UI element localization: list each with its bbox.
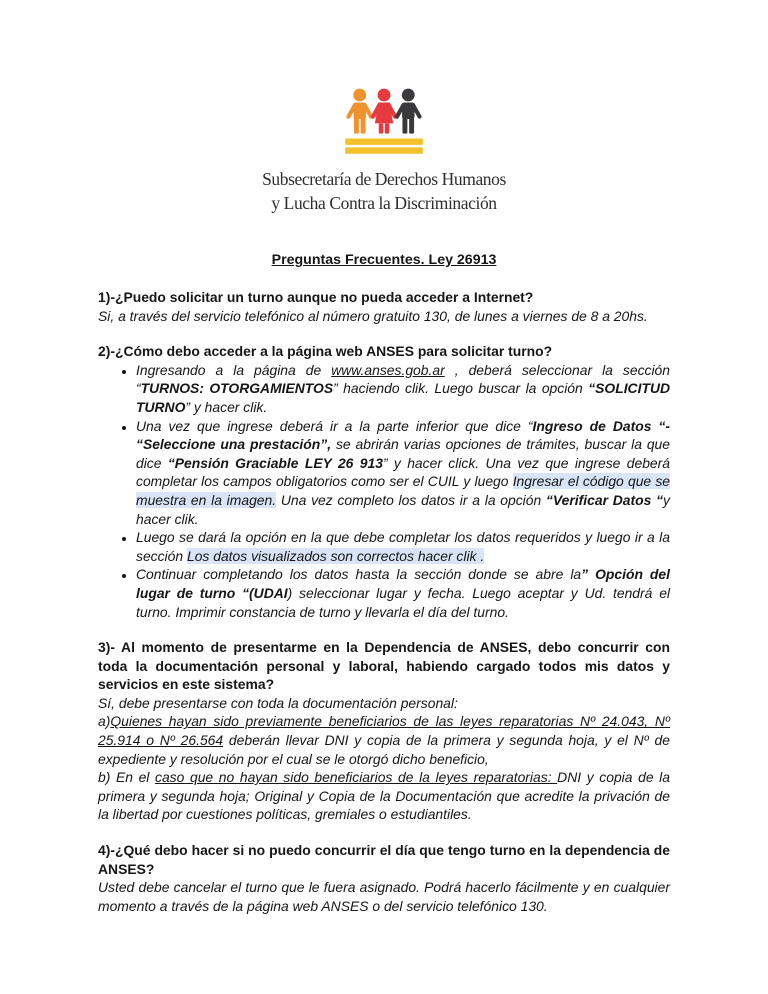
- question-1: 1)-¿Puedo solicitar un turno aunque no pueda acceder a Internet?: [98, 289, 534, 305]
- text-segment: DNI y copia de la primera y segunda hoja; Original y Copia de la Documentación que acredite la privación de la libertad por cuestiones políticas, gremiales o estudiantiles.: [98, 769, 670, 823]
- text-segment: “Verificar Datos “: [545, 491, 664, 508]
- text-segment: ” y hacer clik.: [185, 398, 268, 415]
- text-segment: “SOLICITUD TURNO: [136, 380, 671, 415]
- text-segment: a): [98, 713, 111, 730]
- bullet-item-1: [136, 361, 670, 417]
- q2-bullet-list: [98, 361, 670, 621]
- answer-4: Usted debe cancelar el turno que le fuera asignado. Podrá hacerlo fácilmente y en cualquier momento a través de la página web ANSES o del servicio telefónico 130.: [98, 879, 670, 914]
- text-segment: , deberá seleccionar la sección “: [136, 361, 670, 397]
- answer-1: Si, a través del servicio telefónico al número gratuito 130, de lunes a viernes de 8 a 20hs.: [98, 307, 648, 324]
- question-4: 4)-¿Qué debo hacer si no puedo concurrir el día que tengo turno en la dependencia de ANSES?: [98, 842, 670, 877]
- text-segment: y hacer clik.: [136, 491, 670, 527]
- bullet-item-4: [136, 565, 670, 621]
- highlighted-text: Ingresar el código que se muestra en la imagen.: [136, 473, 670, 508]
- text-segment: ” haciendo clik. Luego buscar la opción: [333, 380, 589, 397]
- text-segment: Continuar completando los datos hasta la sección donde se abre la: [136, 566, 582, 583]
- org-name-line1: Subsecretaría de Derechos Humanos: [262, 169, 506, 189]
- text-segment: Ingresando a la página de: [136, 361, 332, 378]
- text-segment: Luego se dará la opción en la que debe completar los datos requeridos y luego ir a la sección: [136, 529, 670, 564]
- text-segment: TURNOS: OTORGAMIENTOS: [140, 380, 334, 397]
- org-name-line2: y Lucha Contra la Discriminación: [271, 192, 497, 213]
- anses-url-link[interactable]: www.anses.gob.ar: [331, 361, 445, 378]
- faq-section-3: [98, 638, 670, 824]
- faq-section-1: [98, 288, 670, 325]
- faq-section-4: [98, 841, 670, 915]
- faq-section-2: [98, 342, 670, 621]
- highlighted-text: Los datos visualizados son correctos hacer clik .: [186, 547, 485, 564]
- question-3: 3)- Al momento de presentarme en la Dependencia de ANSES, debo concurrir con toda la documentación personal y laboral, habiendo cargado todos mis datos y servicios en este sistema?: [98, 639, 670, 693]
- page-title-text: Preguntas Frecuentes. Ley 26913: [271, 252, 497, 268]
- text-segment: Ingreso de Datos “- “Seleccione una prestación”,: [136, 417, 670, 453]
- underlined-text: caso que no hayan sido beneficiarios de la leyes reparatorias:: [155, 769, 558, 786]
- text-segment: ) seleccionar lugar y fecha. Luego aceptar y Ud. tendrá el turno. Imprimir constancia de turno y llevarla el día del turno.: [136, 584, 671, 620]
- text-segment: se abrirán varias opciones de trámites, buscar la que dice: [136, 436, 671, 471]
- text-segment: ” y hacer click. Una vez que ingrese deberá completar los campos obligatorios como ser el CUIL y luego: [136, 454, 671, 490]
- bullet-item-3: [136, 528, 670, 565]
- text-segment: Una vez completo los datos ir a la opción: [276, 491, 546, 508]
- text-segment: “Pensión Graciable LEY 26 913: [167, 454, 383, 471]
- answer-3-item-b: [98, 768, 670, 824]
- text-segment: deberán llevar DNI y copia de la primera y segunda hoja, y el Nº de expediente y resolución por el cual se le otorgó dicho beneficio,: [98, 732, 670, 767]
- answer-3-intro: Sí, debe presentarse con toda la documentación personal:: [98, 694, 458, 711]
- text-segment: Una vez que ingrese deberá ir a la parte inferior que dice “: [136, 417, 533, 434]
- underlined-text: Quienes hayan sido previamente beneficiarios de las leyes reparatorias Nº 24.043, Nº 25.914 o Nº 26.564: [98, 713, 670, 749]
- people-logo-icon: [345, 88, 423, 154]
- logo: [98, 88, 670, 215]
- page-title: [98, 252, 670, 268]
- text-segment: b) En el: [98, 769, 156, 786]
- text-segment: ” Opción del lugar de turno “(UDAI: [136, 566, 671, 601]
- answer-3-item-a: [98, 712, 670, 768]
- question-2: 2)-¿Cómo debo acceder a la página web ANSES para solicitar turno?: [98, 343, 553, 360]
- org-name: [98, 168, 670, 215]
- bullet-item-2: [136, 417, 670, 529]
